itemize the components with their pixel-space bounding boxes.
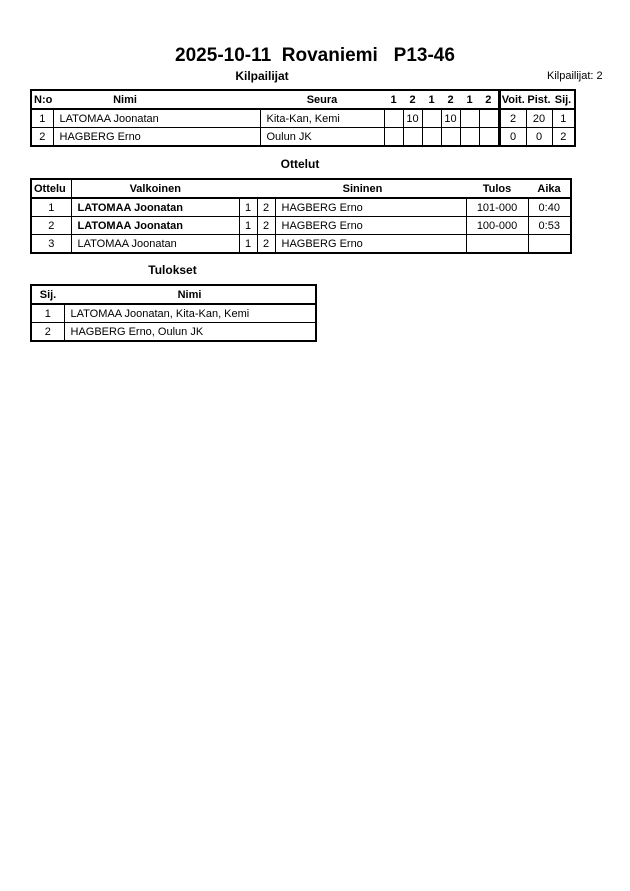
cell-blue-no: 2 xyxy=(257,235,275,254)
cell-score: 10 xyxy=(441,109,460,128)
cell-blue-no: 2 xyxy=(257,198,275,217)
cell-score xyxy=(422,109,441,128)
col-header-score-6: 2 xyxy=(479,90,499,109)
cell-white-name: LATOMAA Joonatan xyxy=(71,198,239,217)
cell-no: 2 xyxy=(31,128,53,147)
match-row xyxy=(31,235,571,254)
cell-score xyxy=(403,128,422,147)
cell-wins: 0 xyxy=(499,128,526,147)
cell-name: HAGBERG Erno, Oulun JK xyxy=(64,323,316,342)
cell-points: 0 xyxy=(526,128,552,147)
matches-heading: Ottelut xyxy=(280,157,320,171)
col-header-wins: Voit. xyxy=(499,90,526,109)
competitors-table xyxy=(30,89,576,147)
cell-result: 100-000 xyxy=(466,217,528,235)
cell-name: HAGBERG Erno xyxy=(53,128,260,147)
cell-club: Kita-Kan, Kemi xyxy=(260,109,384,128)
results-header-row xyxy=(31,285,316,304)
col-header-no: N:o xyxy=(31,90,53,109)
col-header-white: Valkoinen xyxy=(71,179,239,198)
cell-rank: 2 xyxy=(552,128,575,147)
cell-time: 0:40 xyxy=(528,198,571,217)
results-table xyxy=(30,284,317,342)
col-header-score-4: 2 xyxy=(441,90,460,109)
result-row xyxy=(31,304,316,323)
col-header-spacer xyxy=(257,179,275,198)
matches-table xyxy=(30,178,572,254)
cell-score xyxy=(441,128,460,147)
cell-score xyxy=(479,128,499,147)
cell-blue-name: HAGBERG Erno xyxy=(275,198,466,217)
cell-time: 0:53 xyxy=(528,217,571,235)
cell-blue-name: HAGBERG Erno xyxy=(275,235,466,254)
cell-result: 101-000 xyxy=(466,198,528,217)
cell-white-no: 1 xyxy=(239,198,257,217)
competitors-heading: Kilpailijat xyxy=(235,69,289,83)
cell-name: LATOMAA Joonatan xyxy=(53,109,260,128)
results-heading: Tulokset xyxy=(148,263,197,277)
cell-points: 20 xyxy=(526,109,552,128)
cell-match-no: 2 xyxy=(31,217,71,235)
cell-score xyxy=(479,109,499,128)
col-header-score-2: 2 xyxy=(403,90,422,109)
cell-white-no: 1 xyxy=(239,235,257,254)
cell-club: Oulun JK xyxy=(260,128,384,147)
col-header-score-5: 1 xyxy=(460,90,479,109)
cell-name: LATOMAA Joonatan, Kita-Kan, Kemi xyxy=(64,304,316,323)
cell-no: 1 xyxy=(31,109,53,128)
match-row xyxy=(31,198,571,217)
col-header-match: Ottelu xyxy=(31,179,71,198)
cell-rank: 1 xyxy=(31,304,64,323)
col-header-result: Tulos xyxy=(466,179,528,198)
col-header-points: Pist. xyxy=(526,90,552,109)
cell-white-no: 1 xyxy=(239,217,257,235)
cell-rank: 2 xyxy=(31,323,64,342)
cell-score xyxy=(460,109,479,128)
cell-white-name: LATOMAA Joonatan xyxy=(71,235,239,254)
result-row xyxy=(31,323,316,342)
col-header-score-3: 1 xyxy=(422,90,441,109)
cell-white-name: LATOMAA Joonatan xyxy=(71,217,239,235)
cell-blue-no: 2 xyxy=(257,217,275,235)
col-header-time: Aika xyxy=(528,179,571,198)
competitor-count: Kilpailijat: 2 xyxy=(547,70,603,82)
page-title: 2025-10-11 Rovaniemi P13-46 xyxy=(175,45,455,66)
competitors-header-row xyxy=(31,90,575,109)
col-header-club: Seura xyxy=(260,90,384,109)
cell-score: 10 xyxy=(403,109,422,128)
cell-score xyxy=(384,128,403,147)
cell-rank: 1 xyxy=(552,109,575,128)
col-header-rank: Sij. xyxy=(31,285,64,304)
competitor-row xyxy=(31,128,575,147)
cell-match-no: 1 xyxy=(31,198,71,217)
cell-time xyxy=(528,235,571,254)
col-header-score-1: 1 xyxy=(384,90,403,109)
cell-blue-name: HAGBERG Erno xyxy=(275,217,466,235)
matches-header-row xyxy=(31,179,571,198)
col-header-name: Nimi xyxy=(64,285,316,304)
match-row xyxy=(31,217,571,235)
cell-score xyxy=(384,109,403,128)
col-header-name: Nimi xyxy=(53,90,260,109)
col-header-spacer xyxy=(239,179,257,198)
cell-result xyxy=(466,235,528,254)
cell-score xyxy=(460,128,479,147)
cell-score xyxy=(422,128,441,147)
cell-wins: 2 xyxy=(499,109,526,128)
col-header-rank: Sij. xyxy=(552,90,575,109)
competitor-row xyxy=(31,109,575,128)
col-header-blue: Sininen xyxy=(275,179,466,198)
cell-match-no: 3 xyxy=(31,235,71,254)
